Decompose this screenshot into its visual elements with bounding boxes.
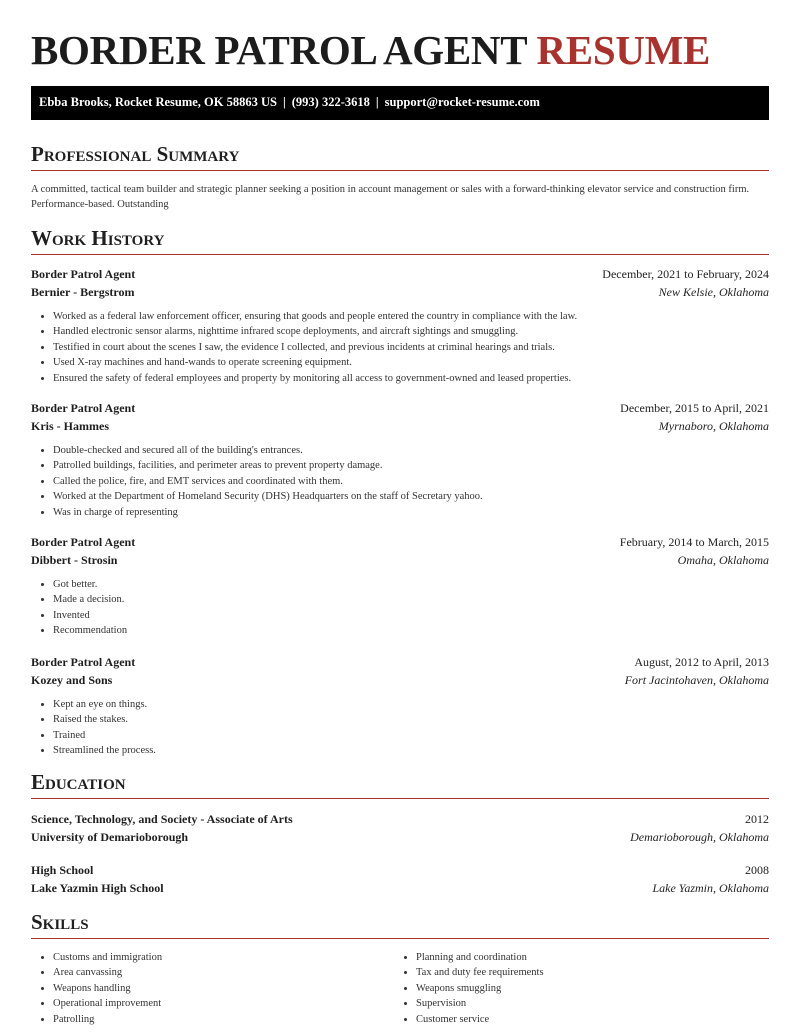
duty-item: • Ensured the safety of federal employees and property by monitoring all access to government-owned and leased properties. <box>53 371 769 386</box>
job-dates: December, 2021 to February, 2024 <box>602 267 769 281</box>
job-duties <box>31 309 769 386</box>
job-duties <box>31 697 769 759</box>
skill-item: • Tax and duty fee requirements <box>416 965 757 980</box>
company-name: Kozey and Sons <box>31 672 113 687</box>
skills-list <box>31 950 769 1027</box>
duty-item: • Raised the stakes. <box>53 712 769 727</box>
duty-item: • Kept an eye on things. <box>53 697 769 712</box>
job-title: Border Patrol Agent <box>31 535 136 549</box>
resume-title <box>31 28 710 73</box>
duty-item: • Got better. <box>53 577 769 592</box>
work-entry <box>31 266 769 386</box>
contact-phone[interactable]: (993) 322-3618 <box>291 95 370 109</box>
title-accent: RESUME <box>536 27 711 73</box>
education-entry <box>31 862 769 897</box>
duty-item: • Was in charge of representing <box>53 505 769 520</box>
duty-item: • Testified in court about the scenes I saw, the evidence I collected, and previous incidents at criminal hearings and trials. <box>53 340 769 355</box>
job-dates: December, 2015 to April, 2021 <box>620 401 769 415</box>
job-title: Border Patrol Agent <box>31 267 136 281</box>
job-location: Fort Jacintohaven, Oklahoma <box>624 672 769 687</box>
duty-item: • Recommendation <box>53 623 769 638</box>
school-location: Demarioborough, Oklahoma <box>630 829 769 844</box>
section-title-work-history: Work History <box>31 226 769 255</box>
summary-text: A committed, tactical team builder and strategic planner seeking a position in account management or sales with a forward-thinking elevator service and construction firm. Performance-based. Outstanding <box>31 184 750 210</box>
duty-item: • Invented <box>53 608 769 623</box>
education-entry <box>31 811 769 846</box>
company-name: Kris - Hammes <box>31 418 109 433</box>
duty-item: • Trained <box>53 728 769 743</box>
skills-column-left <box>31 950 394 1027</box>
skills-column-right <box>394 950 757 1027</box>
duty-item: • Used X-ray machines and hand-wands to operate screening equipment. <box>53 355 769 370</box>
company-name: Dibbert - Strosin <box>31 552 118 567</box>
school-name: University of Demarioborough <box>31 829 189 844</box>
duty-item: • Handled electronic sensor alarms, nighttime infrared scope deployments, and aircraft sightings and smuggling. <box>53 324 769 339</box>
school-location: Lake Yazmin, Oklahoma <box>652 880 769 895</box>
work-entry <box>31 400 769 520</box>
skill-item: • Supervision <box>416 996 757 1011</box>
job-dates: February, 2014 to March, 2015 <box>619 535 769 549</box>
skill-item: • Operational improvement <box>53 996 394 1011</box>
work-entry <box>31 654 769 759</box>
skill-item: • Customs and immigration <box>53 950 394 965</box>
duty-item: • Patrolled buildings, facilities, and perimeter areas to prevent property damage. <box>53 458 769 473</box>
contact-email[interactable]: support@rocket-resume.com <box>384 95 540 109</box>
job-location: New Kelsie, Oklahoma <box>658 284 769 299</box>
school-name: Lake Yazmin High School <box>31 880 164 895</box>
skill-item: • Area canvassing <box>53 965 394 980</box>
duty-item: • Streamlined the process. <box>53 743 769 758</box>
degree-name: Science, Technology, and Society - Associate of Arts <box>31 812 293 826</box>
duty-item: • Worked as a federal law enforcement officer, ensuring that goods and people entered the country in compliance with the law. <box>53 309 769 324</box>
duty-item: • Made a decision. <box>53 592 769 607</box>
education-year: 2012 <box>745 812 769 826</box>
job-duties <box>31 577 769 639</box>
company-name: Bernier - Bergstrom <box>31 284 135 299</box>
skill-item: • Planning and coordination <box>416 950 757 965</box>
contact-separator: | <box>282 95 286 109</box>
section-title-education: Education <box>31 770 769 799</box>
skill-item: • Weapons smuggling <box>416 981 757 996</box>
job-title: Border Patrol Agent <box>31 401 136 415</box>
title-main: BORDER PATROL AGENT <box>31 27 527 73</box>
duty-item: • Double-checked and secured all of the building's entrances. <box>53 443 769 458</box>
education-year: 2008 <box>745 863 769 877</box>
degree-name: High School <box>31 863 94 877</box>
job-title: Border Patrol Agent <box>31 655 136 669</box>
contact-bar <box>31 86 769 120</box>
job-dates: August, 2012 to April, 2013 <box>634 655 769 669</box>
section-title-summary: Professional Summary <box>31 142 769 171</box>
duty-item: • Worked at the Department of Homeland Security (DHS) Headquarters on the staff of Secretary yahoo. <box>53 489 769 504</box>
job-location: Myrnaboro, Oklahoma <box>658 418 769 433</box>
contact-name-address: Ebba Brooks, Rocket Resume, OK 58863 US <box>39 95 277 109</box>
job-location: Omaha, Oklahoma <box>677 552 769 567</box>
skill-item: • Customer service <box>416 1012 757 1027</box>
contact-separator: | <box>375 95 379 109</box>
section-title-skills: Skills <box>31 910 769 939</box>
duty-item: • Called the police, fire, and EMT services and coordinated with them. <box>53 474 769 489</box>
skill-item: • Weapons handling <box>53 981 394 996</box>
job-duties <box>31 443 769 520</box>
skill-item: • Patrolling <box>53 1012 394 1027</box>
work-entry <box>31 534 769 639</box>
